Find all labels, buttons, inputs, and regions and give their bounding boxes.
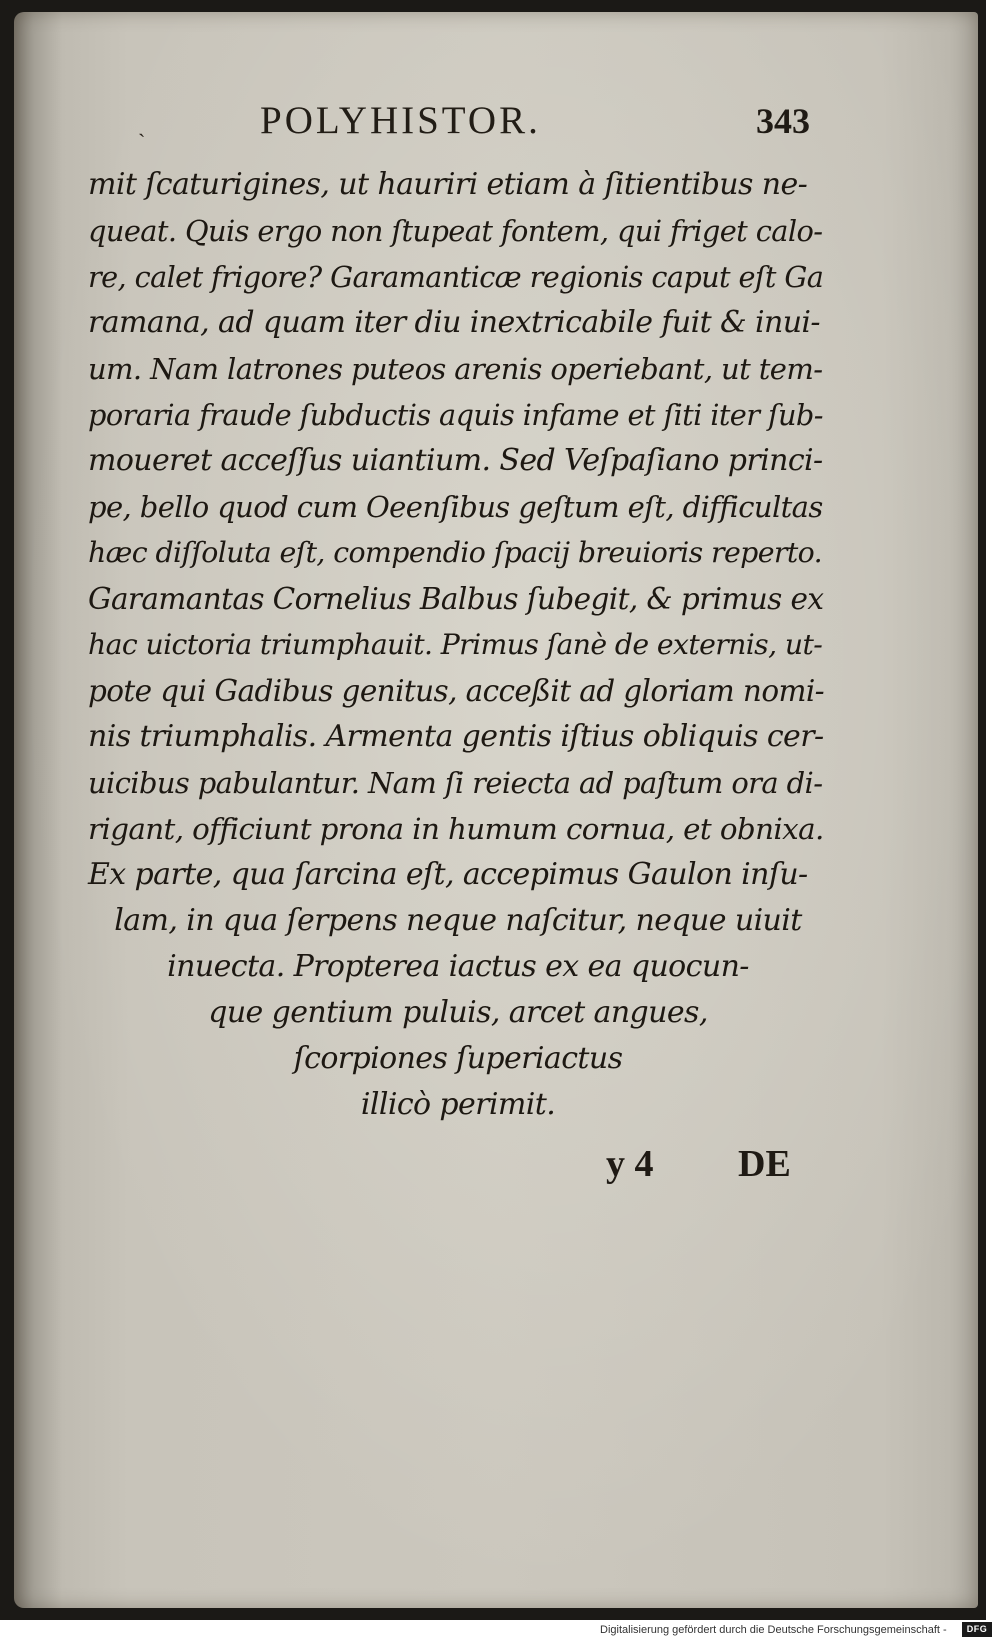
running-head [14,98,978,158]
signature-mark: y 4 [606,1143,654,1185]
text-line: que gentium puluis, arcet angues, [208,995,708,1030]
text-line: ſcorpiones ſuperiactus [293,1041,623,1076]
text-line: inuecta. Propterea iactus ex ea quocun- [167,949,749,984]
text-line: rigant, officiunt prona in humum cornua, et obnixa. [88,812,824,846]
text-line: re, calet frigore? Garamanticæ regionis caput eſt Ga [88,260,824,294]
text-line: uicibus pabulantur. Nam ſi reiecta ad paſtum ora di- [88,766,823,800]
text-line: lam, in qua ſerpens neque naſcitur, neque uiuit [114,903,802,938]
text-line: poraria fraude ſubductis aquis infame et ſiti iter ſub- [88,398,823,432]
page-footer [14,1142,978,1192]
page-title: POLYHISTOR. [260,99,541,142]
text-line: queat. Quis ergo non ſtupeat fontem, qui friget calo- [88,214,823,248]
text-line: hac uictoria triumphauit. Primus ſanè de externis, ut- [88,628,823,661]
text-line: nis triumphalis. Armenta gentis iſtius obliquis cer- [88,719,824,754]
text-line: um. Nam latrones puteos arenis operiebant, ut tem- [88,352,823,386]
text-line: Ex parte, qua ſarcina eſt, accepimus Gaulon inſu- [88,857,808,892]
text-line: moueret acceſſus uiantium. Sed Veſpaſiano princi- [88,443,823,478]
catchword: DE [738,1143,791,1185]
text-line: pe, bello quod cum Oeenſibus geſtum eſt, difficultas [88,490,823,524]
text-line: Garamantas Cornelius Balbus ſubegit, & primus ex [88,582,824,616]
body-text [88,162,828,1128]
dfg-logo-icon: DFG [962,1622,992,1637]
text-line: illicò perimit. [360,1087,556,1122]
head-ornament-mark: ˎ [138,113,146,138]
text-line: ramana, ad quam iter diu inextricabile fuit & inui- [88,305,820,340]
text-line: hæc diſſoluta eſt, compendio ſpacij breuioris reperto. [88,536,823,569]
page-number: 343 [756,101,810,141]
text-line: mit ſcaturigines, ut hauriri etiam à ſitientibus ne- [88,167,808,202]
digitization-credit: Digitalisierung gefördert durch die Deutsche Forschungsgemeinschaft - [600,1624,947,1636]
text-line: pote qui Gadibus genitus, acceßit ad gloriam nomi- [88,674,825,708]
book-page [14,12,978,1608]
